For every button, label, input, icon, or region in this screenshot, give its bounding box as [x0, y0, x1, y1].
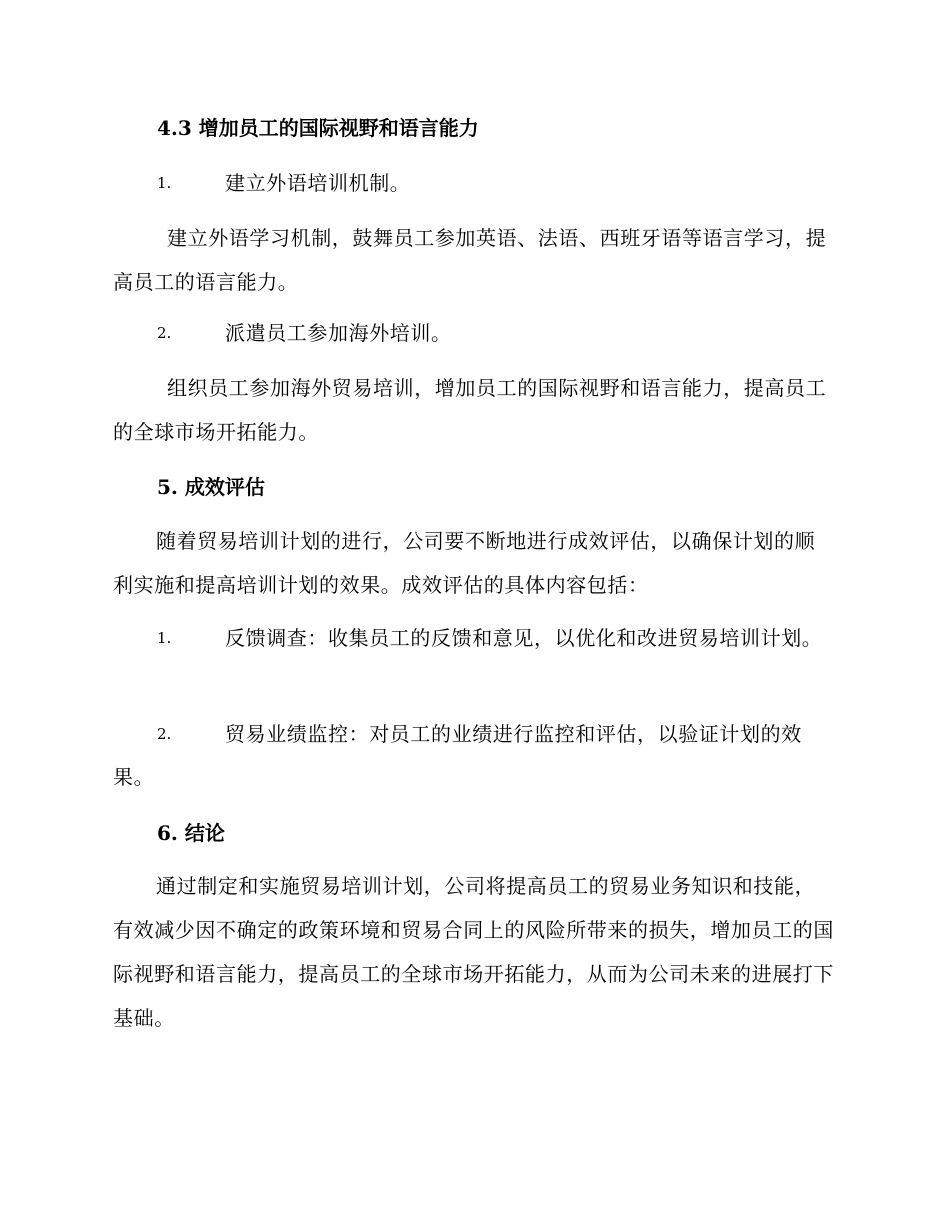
list-item — [113, 162, 835, 205]
paragraph: 随着贸易培训计划的进行，公司要不断地进行成效评估，以确保计划的顺利实施和提高培训计划的效果。成效评估的具体内容包括： — [113, 529, 816, 597]
list-item — [113, 312, 835, 355]
paragraph: 组织员工参加海外贸易培训，增加员工的国际视野和语言能力，提高员工的全球市场开拓能力。 — [113, 376, 827, 444]
list-item-number: 2. — [157, 725, 172, 743]
list-item-title: 派遣员工参加海外培训。 — [225, 321, 452, 345]
section-heading-6: 6. 结论 — [157, 821, 225, 845]
list-item-text: 贸易业绩监控：对员工的业绩进行监控和评估，以验证计划的效果。 — [113, 722, 802, 789]
list-item-number: 2. — [157, 324, 172, 342]
paragraph: 建立外语学习机制，鼓舞员工参加英语、法语、西班牙语等语言学习，提高员工的语言能力。 — [113, 226, 827, 294]
list-item — [113, 713, 835, 799]
section-heading-4-3: 4.3 增加员工的国际视野和语言能力 — [157, 116, 479, 140]
list-item-text: 反馈调查：收集员工的反馈和意见，以优化和改进贸易培训计划。 — [225, 626, 823, 650]
list-item-title: 建立外语培训机制。 — [225, 171, 411, 195]
list-item-number: 1. — [157, 174, 172, 192]
paragraph: 通过制定和实施贸易培训计划，公司将提高员工的贸易业务知识和技能，有效减少因不确定的政策环境和贸易合同上的风险所带来的损失，增加员工的国际视野和语言能力，提高员工的全球市场开拓能力，从而为公司未来的进展打下基础。 — [113, 874, 834, 1030]
list-item-number: 1. — [157, 629, 172, 647]
list-item — [113, 617, 835, 660]
section-heading-5: 5. 成效评估 — [157, 475, 265, 499]
